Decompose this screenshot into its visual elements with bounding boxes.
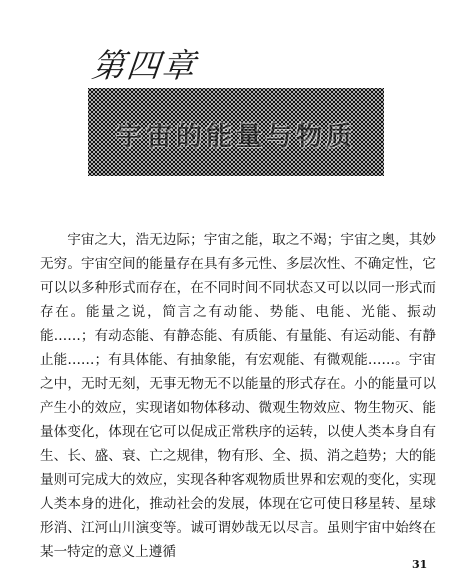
- page-number: 31: [412, 558, 428, 571]
- chapter-title: 第四章: [89, 46, 199, 85]
- banner-title: 宇宙的能量与物质: [115, 122, 356, 152]
- body-paragraph: 宇宙之大，浩无边际；宇宙之能，取之不竭；宇宙之奥，其妙无穷。宇宙空间的能量存在具有多元性、多层次性、不确定性，它可以以多种形式而存在，在不同时间不同状态又可以以同一形式而存在。能量之说，简言之有动能、势能、电能、光能、振动能……；有动态能、有静态能、有质能、有量能、有运动能、有静止能……；有具体能、有抽象能，有宏观能、有微观能……。宇宙之中，无时无刻，无事无物无不以能量的形式存在。小的能量可以产生小的效应，实现诸如物体移动、微观生物效应、物生物灭、能量体变化，体现在它可以促成正常秩序的运转，以使人类本身自有生、长、盛、衰、亡之规律，物有形、全、损、消之趋势；大的能量则可完成大的效应，实现各种客观物质世界和宏观的变化，实现人类本身的进化，推动社会的发展，体现在它可使日移星转、星球形消、江河山川演变等。诚可谓妙哉无以尽言。虽则宇宙中始终在某一特定的意义上遵循: [40, 232, 436, 560]
- chapter-banner: [88, 88, 384, 176]
